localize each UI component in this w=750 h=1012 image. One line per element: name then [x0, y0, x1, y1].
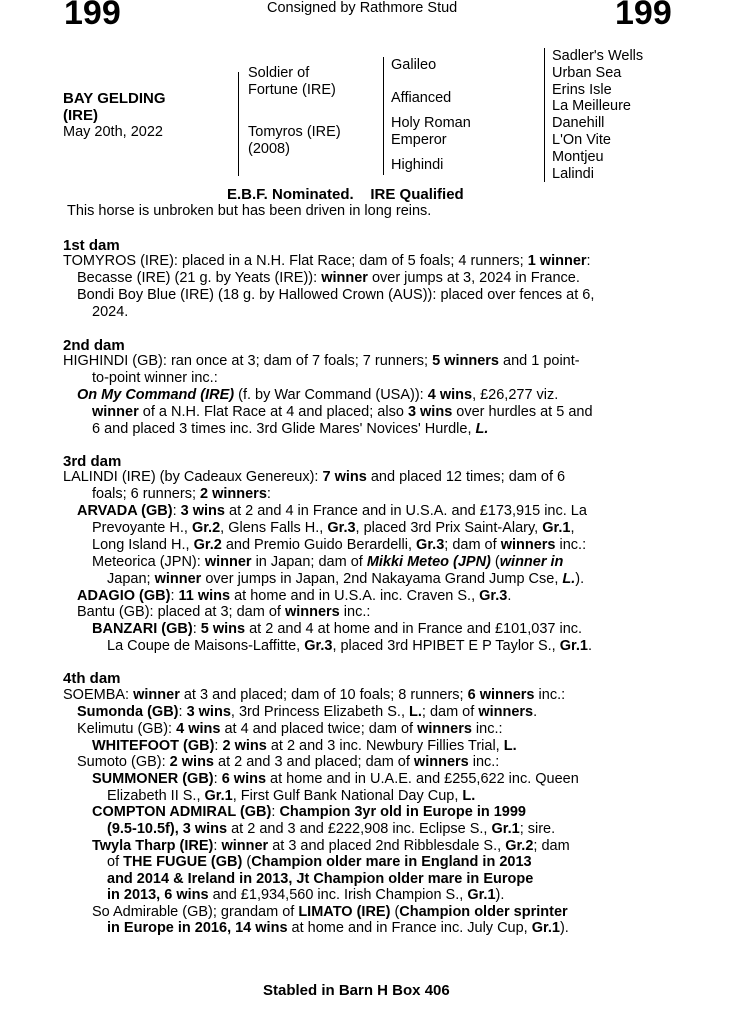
fourth-dam-line: SUMMONER (GB): 6 wins at home and in U.A.E. and £255,622 inc. Queen: [92, 771, 579, 787]
pedigree-sire-dam: Affianced: [391, 90, 452, 106]
fourth-dam-line: in Europe in 2016, 14 wins at home and in France inc. July Cup, Gr.1).: [107, 920, 569, 936]
third-dam-line: Bantu (GB): placed at 3; dam of winners inc.:: [77, 604, 371, 620]
second-dam-heading: 2nd dam: [63, 337, 125, 354]
consignor: Consigned by Rathmore Stud: [267, 0, 458, 16]
third-dam-line: Prevoyante H., Gr.2, Glens Falls H., Gr.3, placed 3rd Prix Saint-Alary, Gr.1,: [92, 520, 575, 536]
foaling-date: May 20th, 2022: [63, 124, 163, 140]
horse-country: (IRE): [63, 107, 98, 124]
third-dam-line: Meteorica (JPN): winner in Japan; dam of Mikki Meteo (JPN) (winner in: [92, 554, 564, 570]
third-dam-line: Japan; winner over jumps in Japan, 2nd Nakayama Grand Jump Cse, L.).: [107, 571, 585, 587]
pedigree-dam: Tomyros (IRE) (2008): [248, 124, 341, 157]
pedigree-sire: Soldier of Fortune (IRE): [248, 65, 336, 98]
fourth-dam-line: Kelimutu (GB): 4 wins at 4 and placed twice; dam of winners inc.:: [77, 721, 503, 737]
third-dam-line: ADAGIO (GB): 11 wins at home and in U.S.A. inc. Craven S., Gr.3.: [77, 588, 512, 604]
fourth-dam-line: and 2014 & Ireland in 2013, Jt Champion older mare in Europe: [107, 871, 534, 887]
fourth-dam-line: Twyla Tharp (IRE): winner at 3 and placed 2nd Ribblesdale S., Gr.2; dam: [92, 838, 570, 854]
pedigree-divider-2: [383, 57, 384, 175]
third-dam-line: La Coupe de Maisons-Laffitte, Gr.3, placed 3rd HPIBET E P Taylor S., Gr.1.: [107, 638, 592, 654]
pedigree-divider-1: [238, 72, 239, 176]
fourth-dam-line: WHITEFOOT (GB): 2 wins at 2 and 3 inc. Newbury Fillies Trial, L.: [92, 738, 517, 754]
fourth-dam-line: SOEMBA: winner at 3 and placed; dam of 10 foals; 8 runners; 6 winners inc.:: [63, 687, 566, 703]
horse-description: BAY GELDING: [63, 90, 166, 107]
first-dam-line: TOMYROS (IRE): placed in a N.H. Flat Race; dam of 5 foals; 4 runners; 1 winner:: [63, 253, 591, 269]
third-dam-line: Long Island H., Gr.2 and Premio Guido Berardelli, Gr.3; dam of winners inc.:: [92, 537, 587, 553]
second-dam-line: On My Command (IRE) (f. by War Command (USA)): 4 wins, £26,277 viz.: [77, 387, 559, 403]
fourth-dam-line: of THE FUGUE (GB) (Champion older mare in England in 2013: [107, 854, 532, 870]
third-dam-line: foals; 6 runners; 2 winners:: [92, 486, 271, 502]
first-dam-line: Bondi Boy Blue (IRE) (18 g. by Hallowed Crown (AUS)): placed over fences at 6,: [77, 287, 595, 303]
fourth-dam-line: Sumonda (GB): 3 wins, 3rd Princess Elizabeth S., L.; dam of winners.: [77, 704, 538, 720]
second-dam-line: winner of a N.H. Flat Race at 4 and placed; also 3 wins over hurdles at 5 and: [92, 404, 593, 420]
pedigree-dam-dam: Highindi: [391, 157, 444, 173]
pedigree-divider-3: [544, 48, 545, 182]
stabling-info: Stabled in Barn H Box 406: [263, 982, 450, 999]
first-dam-line: 2024.: [92, 304, 129, 320]
pedigree-fourth-generation: Sadler's Wells Urban Sea Erins Isle La Meilleure Danehill L'On Vite Montjeu Lalindi: [552, 48, 644, 182]
fourth-dam-line: in 2013, 6 wins and £1,934,560 inc. Irish Champion S., Gr.1).: [107, 887, 505, 903]
third-dam-line: LALINDI (IRE) (by Cadeaux Genereux): 7 wins and placed 12 times; dam of 6: [63, 469, 566, 485]
fourth-dam-line: Elizabeth II S., Gr.1, First Gulf Bank National Day Cup, L.: [107, 788, 476, 804]
lot-number-right: 199: [615, 0, 672, 32]
fourth-dam-line: COMPTON ADMIRAL (GB): Champion 3yr old in Europe in 1999: [92, 804, 526, 820]
first-dam-line: Becasse (IRE) (21 g. by Yeats (IRE)): winner over jumps at 3, 2024 in France.: [77, 270, 580, 286]
second-dam-line: 6 and placed 3 times inc. 3rd Glide Mares' Novices' Hurdle, L.: [92, 421, 489, 437]
fourth-dam-line: (9.5-10.5f), 3 wins at 2 and 3 and £222,908 inc. Eclipse S., Gr.1; sire.: [107, 821, 556, 837]
third-dam-line: BANZARI (GB): 5 wins at 2 and 4 at home and in France and £101,037 inc.: [92, 621, 583, 637]
fourth-dam-line: So Admirable (GB); grandam of LIMATO (IRE) (Champion older sprinter: [92, 904, 568, 920]
lot-number-left: 199: [64, 0, 121, 32]
third-dam-heading: 3rd dam: [63, 453, 122, 470]
fourth-dam-heading: 4th dam: [63, 670, 121, 687]
second-dam-line: HIGHINDI (GB): ran once at 3; dam of 7 foals; 7 runners; 5 winners and 1 point-: [63, 353, 580, 369]
fourth-dam-line: Sumoto (GB): 2 wins at 2 and 3 and placed; dam of winners inc.:: [77, 754, 500, 770]
unbroken-note: This horse is unbroken but has been driven in long reins.: [67, 203, 432, 219]
ebf-note: E.B.F. Nominated. IRE Qualified: [227, 186, 464, 203]
second-dam-line: to-point winner inc.:: [92, 370, 218, 386]
third-dam-line: ARVADA (GB): 3 wins at 2 and 4 in France and in U.S.A. and £173,915 inc. La: [77, 503, 587, 519]
pedigree-sire-sire: Galileo: [391, 57, 437, 73]
pedigree-dam-sire: Holy Roman Emperor: [391, 115, 471, 148]
first-dam-heading: 1st dam: [63, 237, 120, 254]
